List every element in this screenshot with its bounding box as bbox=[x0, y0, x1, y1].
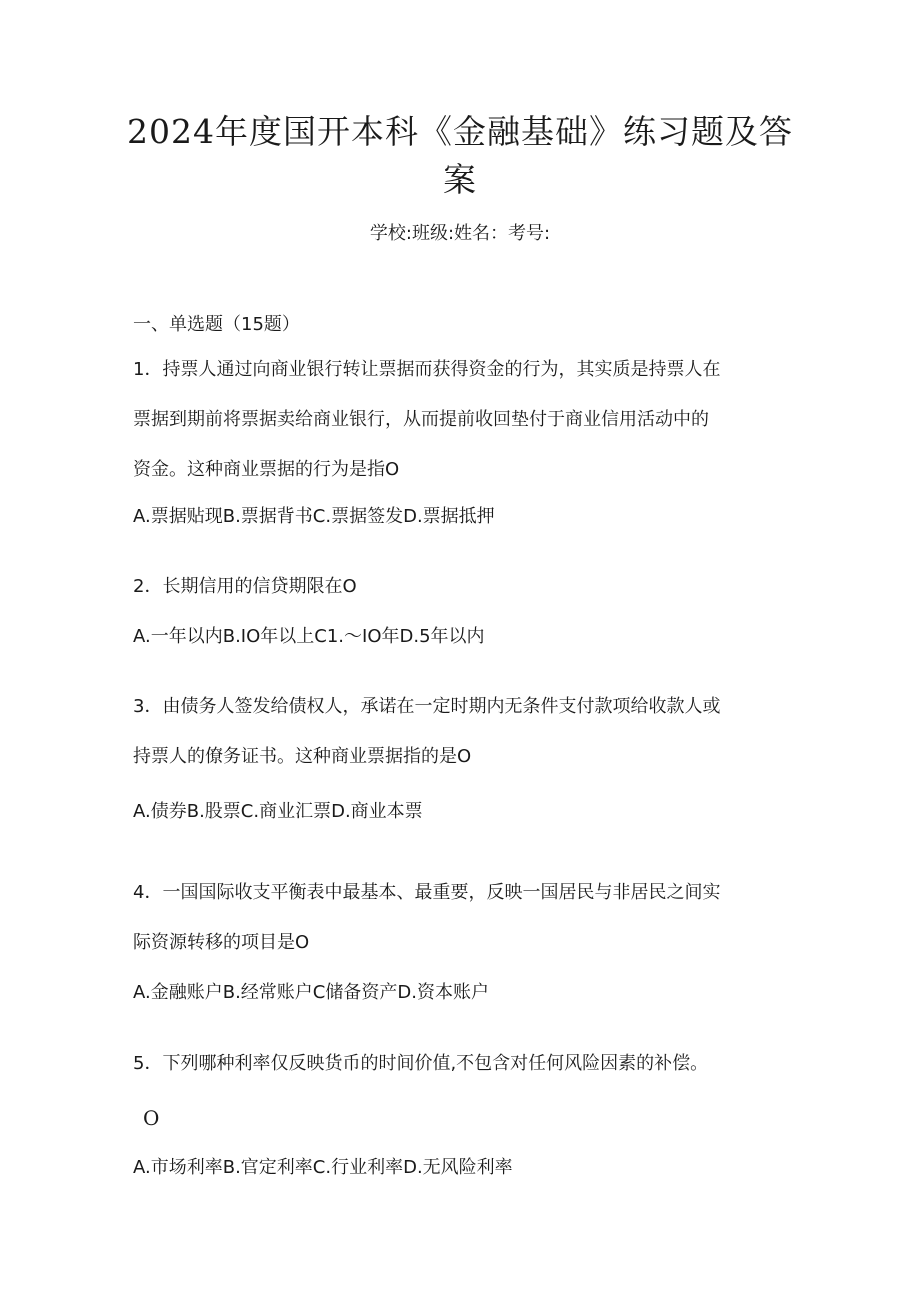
question-text-line: 3．由债务人签发给债权人，承诺在一定时期内无条件支付款项给收款人或 bbox=[133, 696, 721, 717]
question-4-options: A.金融账户B.经常账户C储备资产D.资本账户 bbox=[133, 982, 489, 1003]
question-5-answer-blank: O bbox=[143, 1106, 160, 1130]
question-5-options: A.市场利率B.官定利率C.行业利率D.无风险利率 bbox=[133, 1157, 513, 1178]
question-1-options: A.票据贴现B.票据背书C.票据签发D.票据抵押 bbox=[133, 506, 495, 527]
title-line-1: 2024年度国开本科《金融基础》练习题及答 bbox=[127, 112, 793, 151]
question-text-line: 1．持票人通过向商业银行转让票据而获得资金的行为，其实质是持票人在 bbox=[133, 359, 721, 380]
student-info-line: 学校:班级:姓名：考号: bbox=[369, 223, 551, 244]
question-text-line: 持票人的僚务证书。这种商业票据指的是O bbox=[133, 746, 472, 767]
question-1 bbox=[133, 357, 793, 483]
question-text-line: 资金。这种商业票据的行为是指O bbox=[133, 459, 400, 480]
question-text-line: 际资源转移的项目是O bbox=[133, 932, 310, 953]
question-text-line: 2．长期信用的信贷期限在O bbox=[133, 576, 357, 597]
question-2 bbox=[133, 574, 793, 600]
section-heading: 一、单选题（15题） bbox=[133, 314, 300, 335]
document-title bbox=[0, 108, 920, 204]
question-4 bbox=[133, 880, 793, 956]
question-2-options: A.一年以内B.IO年以上C1.～IO年D.5年以内 bbox=[133, 626, 485, 647]
question-text-line: 4．一国国际收支平衡表中最基本、最重要，反映一国居民与非居民之间实 bbox=[133, 882, 721, 903]
title-line-2: 案 bbox=[443, 160, 477, 199]
question-3-options: A.债券B.股票C.商业汇票D.商业本票 bbox=[133, 801, 423, 822]
question-text-line: 5．下列哪种利率仅反映货币的时间价值,不包含对任何风险因素的补偿。 bbox=[133, 1053, 709, 1074]
question-3 bbox=[133, 694, 793, 770]
question-5 bbox=[133, 1051, 793, 1077]
question-text-line: 票据到期前将票据卖给商业银行，从而提前收回垫付于商业信用活动中的 bbox=[133, 409, 709, 430]
